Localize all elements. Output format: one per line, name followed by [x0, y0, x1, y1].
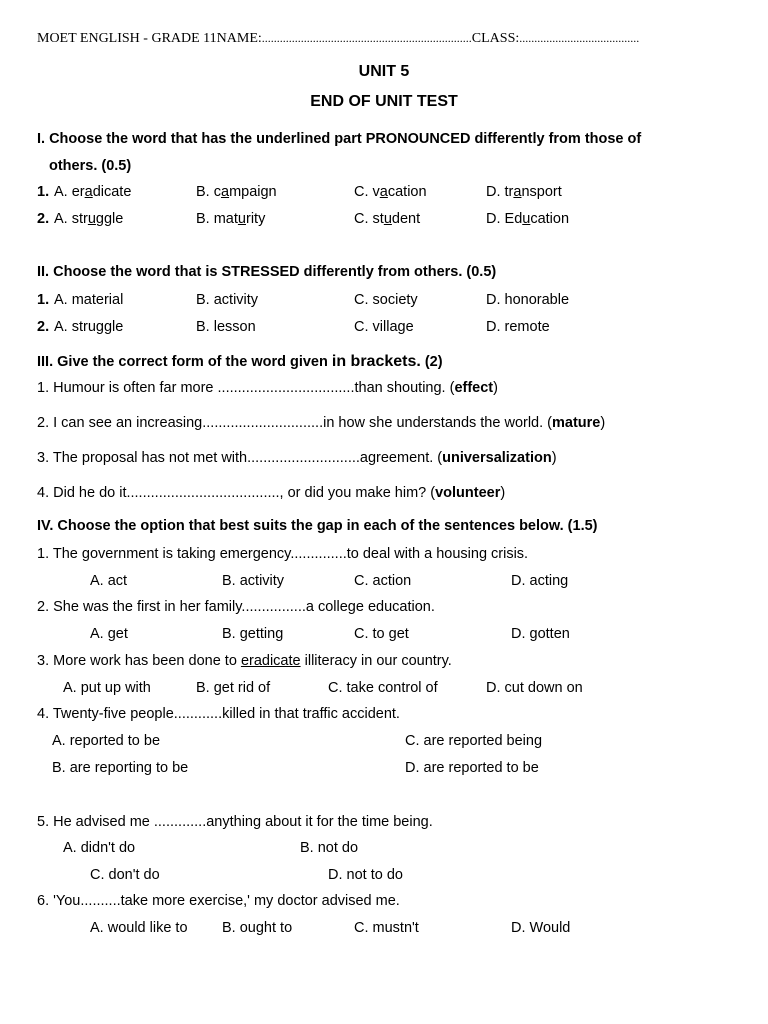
class-label: CLASS: — [471, 31, 520, 46]
s4-q1-option-b: B. activity — [222, 573, 285, 589]
s4-q2-stem: 2. She was the first in her family................a college education. — [37, 599, 435, 615]
s2-q2-option-a: A. struggle — [54, 319, 124, 335]
s1-q1-option-d: D. transport — [486, 184, 562, 200]
s4-q3-option-d: D. cut down on — [486, 680, 583, 696]
s4-q6-stem: 6. 'You..........take more exercise,' my doctor advised me. — [37, 893, 400, 909]
s1-q1-option-c: C. vacation — [354, 184, 427, 200]
s4-q3-stem: 3. More work has been done to eradicate illiteracy in our country. — [37, 653, 452, 669]
s2-q1-option-d: D. honorable — [486, 292, 570, 308]
subject-label: MOET ENGLISH - GRADE 11 — [37, 31, 217, 46]
name-label: NAME: — [216, 31, 262, 46]
s2-q1-option-a: A. material — [54, 292, 124, 308]
s4-q5-option-d: D. not to do — [328, 867, 403, 883]
s1-q2-option-a: A. struggle — [54, 211, 124, 227]
section-3-heading: III. Give the correct form of the word given in brackets. (2) — [37, 353, 443, 370]
s4-q1-option-c: C. action — [354, 573, 412, 589]
class-blank: ........................................ — [519, 31, 640, 45]
s3-item-3: 3. The proposal has not met with............................agreement. (universalization) — [37, 450, 557, 466]
s2-q2-number: 2. — [37, 319, 50, 335]
s4-q6-option-b: B. ought to — [222, 920, 293, 936]
s1-q2-option-b: B. maturity — [196, 211, 266, 227]
s4-q1-stem: 1. The government is taking emergency..............to deal with a housing crisis. — [37, 546, 529, 562]
s4-q1-option-d: D. acting — [511, 573, 569, 589]
s4-q4-option-d: D. are reported to be — [405, 760, 539, 776]
s4-q2-option-c: C. to get — [354, 626, 409, 642]
s3-item-1: 1. Humour is often far more ..................................than shouting. (effect) — [37, 380, 498, 396]
section-4-heading: IV. Choose the option that best suits the gap in each of the sentences below. (1.5) — [37, 518, 598, 534]
s1-q2-option-c: C. student — [354, 211, 421, 227]
s1-q1-option-b: B. campaign — [196, 184, 277, 200]
s4-q2-option-b: B. getting — [222, 626, 284, 642]
s4-q4-option-b: B. are reporting to be — [52, 760, 189, 776]
s2-q2-option-d: D. remote — [486, 319, 550, 335]
test-title: END OF UNIT TEST — [310, 93, 458, 110]
s2-q1-option-c: C. society — [354, 292, 418, 308]
s3-item-2: 2. I can see an increasing..............................in how she understands the world. (mature) — [37, 415, 606, 431]
name-blank: ...................................................................... — [261, 31, 472, 45]
s4-q4-option-a: A. reported to be — [52, 733, 161, 749]
section-2-heading: II. Choose the word that is STRESSED differently from others. (0.5) — [37, 264, 497, 280]
s2-q2-option-b: B. lesson — [196, 319, 256, 335]
s4-q5-option-a: A. didn't do — [63, 840, 136, 856]
section-1-heading-cont: others. (0.5) — [49, 158, 132, 174]
s2-q1-option-b: B. activity — [196, 292, 259, 308]
s1-q1-option-a: A. eradicate — [54, 184, 132, 200]
s1-q1 — [37, 184, 49, 200]
worksheet-header — [37, 31, 639, 47]
s4-q5-option-c: C. don't do — [90, 867, 160, 883]
s4-q3-option-c: C. take control of — [328, 680, 438, 696]
s4-q2-option-a: A. get — [90, 626, 128, 642]
s4-q6-option-c: C. mustn't — [354, 920, 419, 936]
s4-q4-option-c: C. are reported being — [405, 733, 543, 749]
question-number: 2. — [37, 211, 50, 227]
s1-q2 — [37, 211, 49, 227]
s4-q6-option-d: D. Would — [511, 920, 571, 936]
s2-q2-option-c: C. village — [354, 319, 414, 335]
s2-q1-number: 1. — [37, 292, 50, 308]
s4-q3-option-a: A. put up with — [63, 680, 151, 696]
s4-q5-option-b: B. not do — [300, 840, 359, 856]
question-number: 1. — [37, 184, 50, 200]
s4-q1-option-a: A. act — [90, 573, 128, 589]
s4-q4-stem: 4. Twenty-five people............killed in that traffic accident. — [37, 706, 400, 722]
s4-q3-option-b: B. get rid of — [196, 680, 271, 696]
s3-item-4: 4. Did he do it......................................, or did you make him? (volunteer) — [37, 485, 506, 501]
s4-q5-stem: 5. He advised me .............anything about it for the time being. — [37, 814, 433, 830]
s1-q2-option-d: D. Education — [486, 211, 570, 227]
s4-q2-option-d: D. gotten — [511, 626, 570, 642]
unit-title: UNIT 5 — [358, 63, 410, 80]
s4-q6-option-a: A. would like to — [90, 920, 188, 936]
section-1-heading: I. Choose the word that has the underlined part PRONOUNCED differently from those of — [37, 131, 642, 147]
